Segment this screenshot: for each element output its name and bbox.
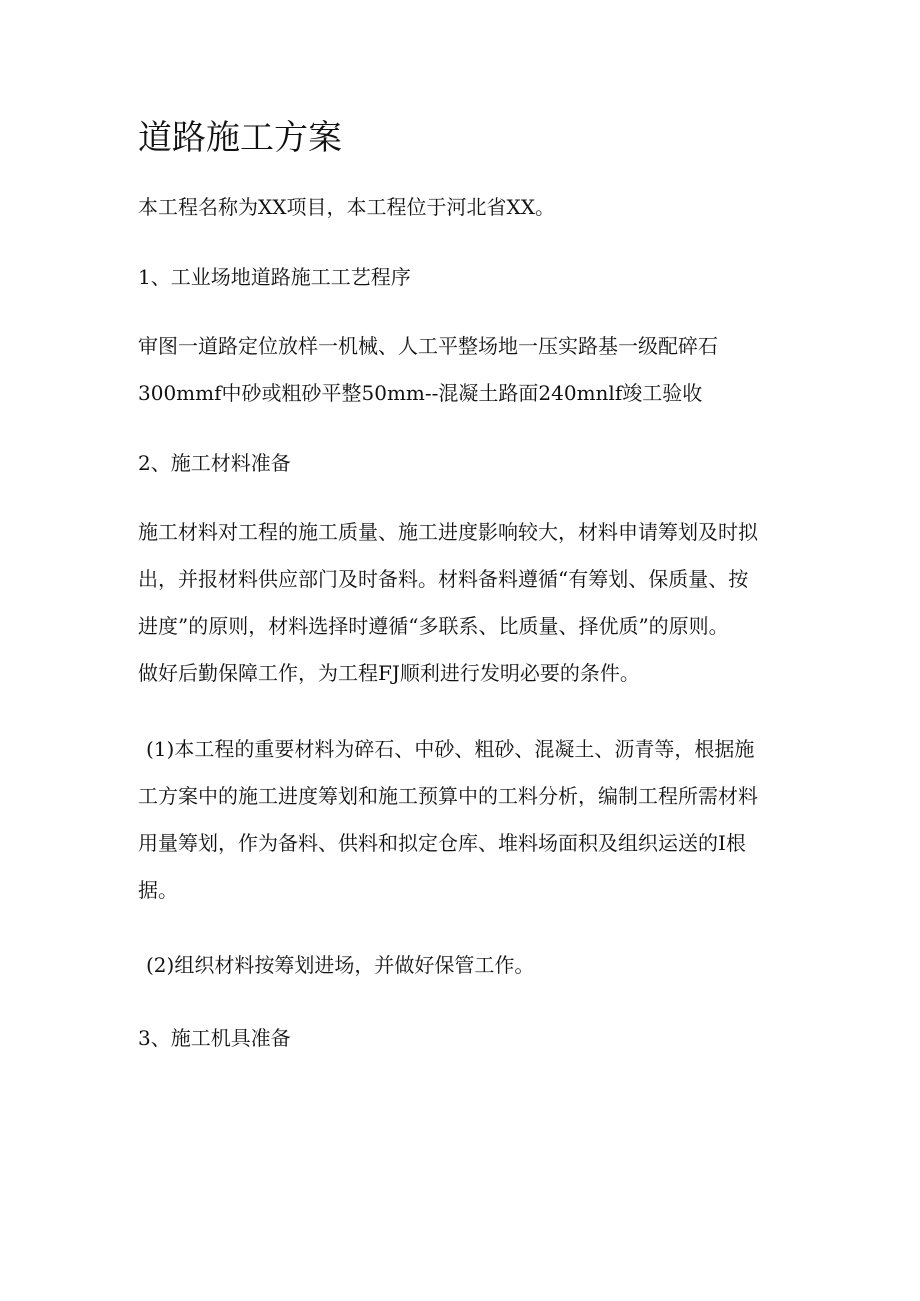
intro-text: 本工程名称为XX项目，本工程位于河北省XX。 bbox=[138, 195, 555, 219]
section-2-paragraph-line-1: 施工材料对工程的施工质量、施工进度影响较大，材料申请筹划及时拟 bbox=[138, 520, 758, 544]
section-2-heading: 2、施工材料准备 bbox=[138, 451, 291, 475]
section-2-item-1-line-2: 工方案中的施工进度筹划和施工预算中的工料分析，编制工程所需材料 bbox=[138, 784, 758, 808]
section-2-paragraph-line-3: 进度”的原则，材料选择时遵循“多联系、比质量、择优质”的原则。 bbox=[138, 614, 729, 638]
section-2-paragraph-line-2: 出，并报材料供应部门及时备料。材料备料遵循“有筹划、保质量、按 bbox=[138, 567, 749, 591]
section-2-item-1-line-4: 据。 bbox=[138, 878, 178, 902]
section-1-process-line-2: 300mmf中砂或粗砂平整50mm--混凝土路面240mnlf竣工验收 bbox=[138, 381, 703, 405]
section-2-item-1-line-1: (1)本工程的重要材料为碎石、中砂、粗砂、混凝土、沥青等，根据施 bbox=[146, 737, 755, 761]
section-1-process-line-1: 审图一道路定位放样一机械、人工平整场地一压实路基一级配碎石 bbox=[138, 334, 718, 358]
document-title: 道路施工方案 bbox=[138, 118, 342, 158]
section-2-paragraph-line-4: 做好后勤保障工作，为工程FJ顺利进行发明必要的条件。 bbox=[138, 661, 640, 685]
section-2-item-1-line-3: 用量筹划，作为备料、供料和拟定仓库、堆料场面积及组织运送的I根 bbox=[138, 831, 746, 855]
section-3-heading: 3、施工机具准备 bbox=[138, 1026, 291, 1050]
section-1-heading: 1、工业场地道路施工工艺程序 bbox=[138, 265, 411, 289]
section-2-item-2: (2)组织材料按筹划进场，并做好保管工作。 bbox=[146, 953, 535, 977]
